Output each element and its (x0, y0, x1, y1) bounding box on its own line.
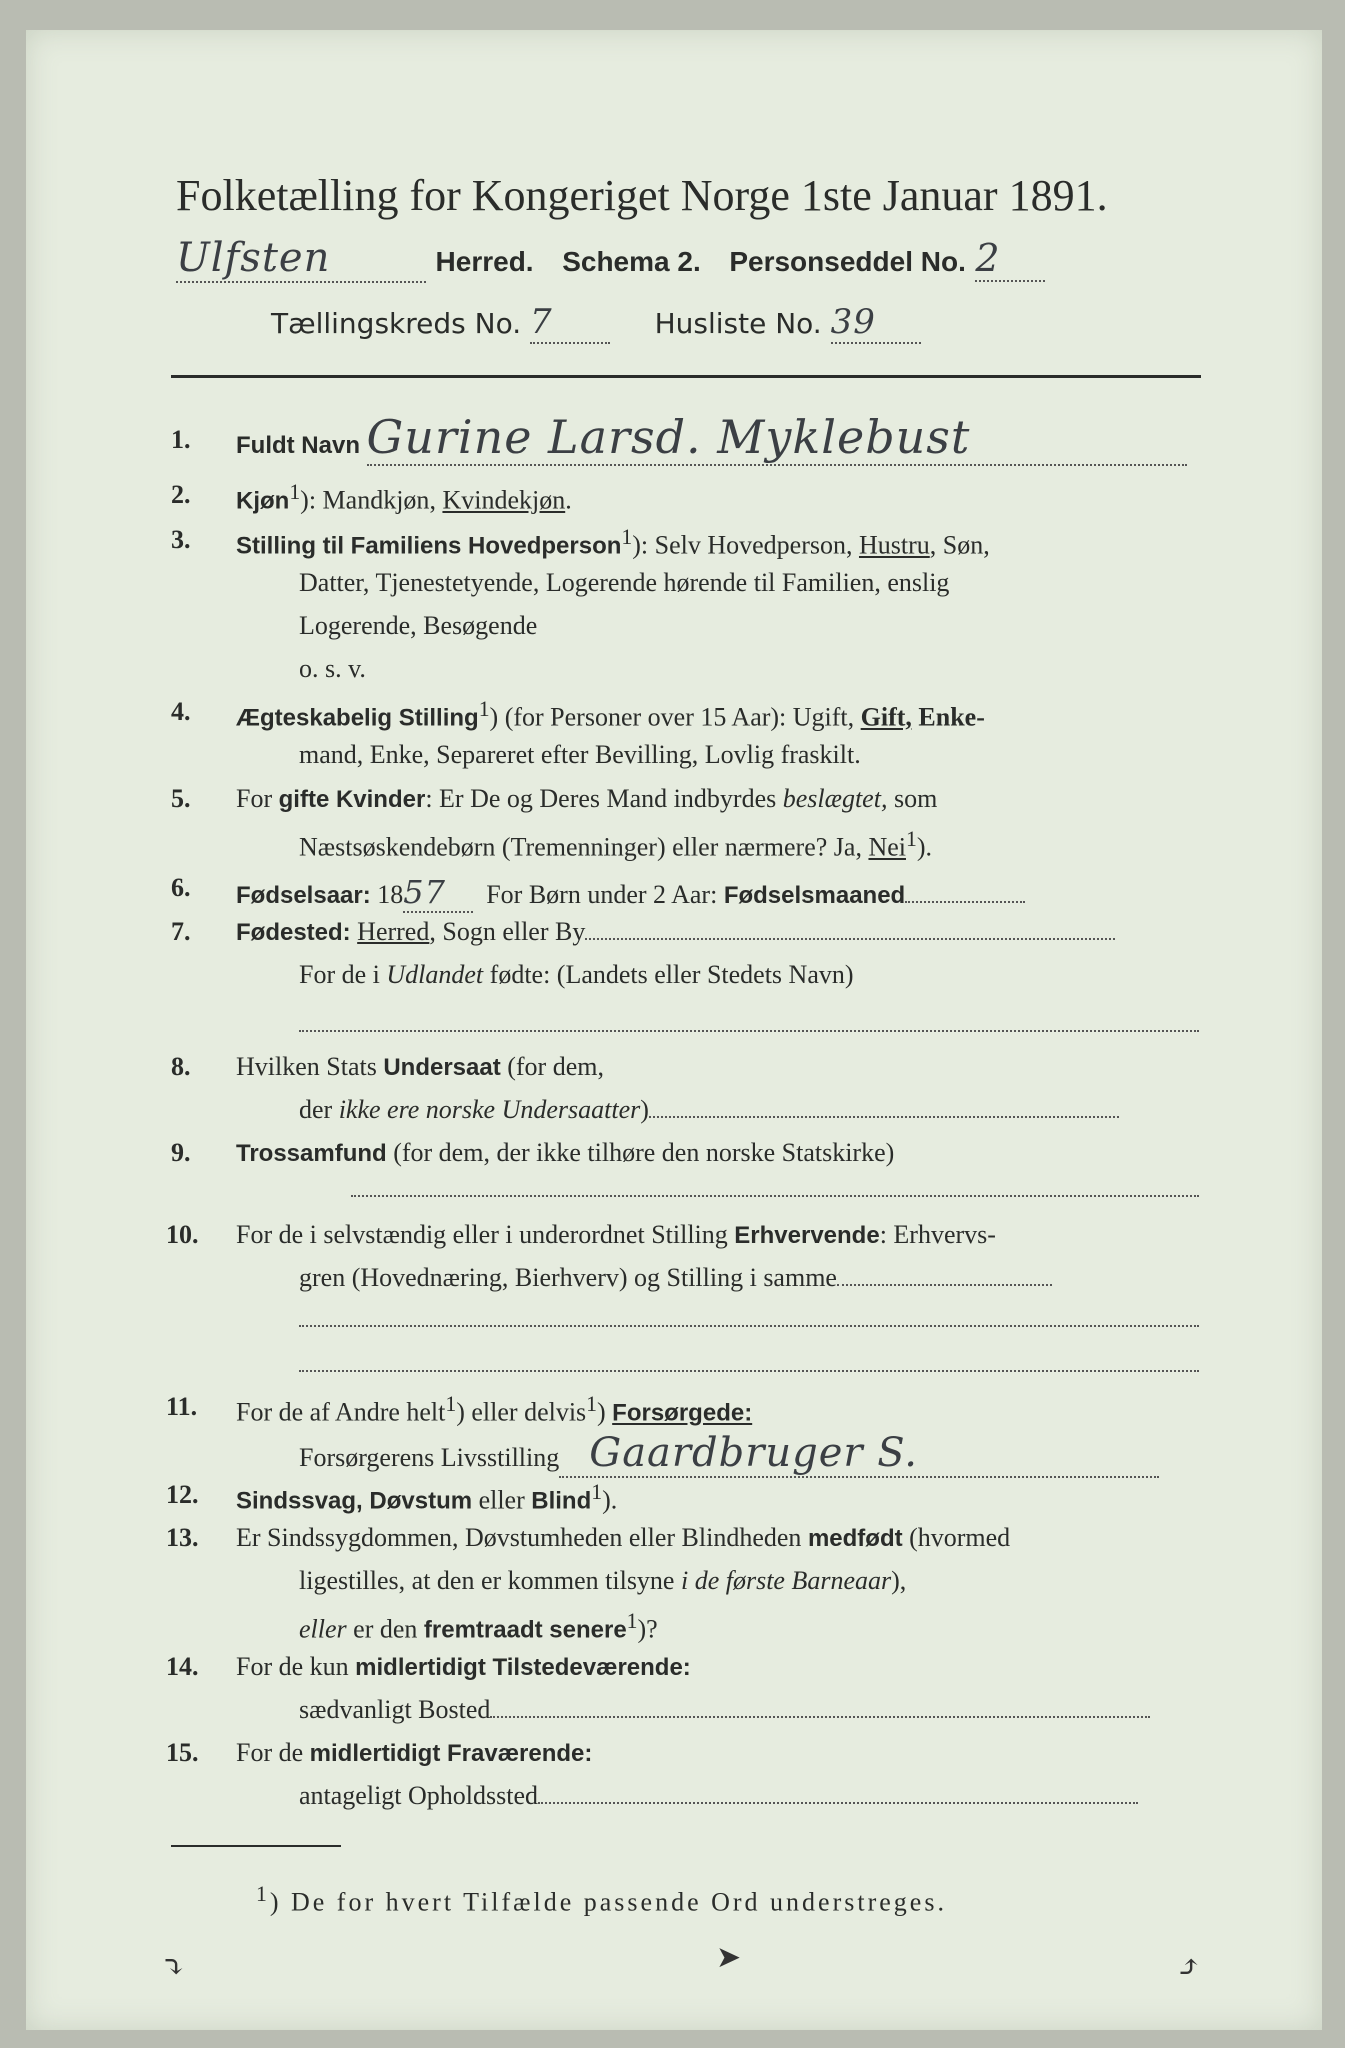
item-11-sup-b: 1 (586, 1392, 597, 1416)
item-10-line1 (236, 1220, 996, 1250)
item-5-number: 5. (171, 784, 191, 813)
item-9-label: Trossamfund (236, 1140, 387, 1167)
personseddel-no: 2 (975, 236, 1045, 282)
item-13-line3 (299, 1609, 658, 1645)
item-1-label: Fuldt Navn (236, 432, 360, 459)
item-1-full-name (236, 410, 1187, 466)
item-6-label2: Fødselsmaaned (723, 882, 906, 909)
item-8-number: 8. (171, 1052, 191, 1081)
item-2-mand: Mandkjøn (322, 485, 430, 515)
item-2-kvinde: Kvindekjøn (442, 485, 566, 515)
item-8-line2-it: ikke ere norske Undersaatter (338, 1095, 641, 1124)
item-8-line2 (299, 1095, 1119, 1125)
footnote-text: ) De for hvert Tilfælde passende Ord understreges. (269, 1887, 947, 1917)
item-12-sup: 1 (591, 1480, 603, 1504)
item-7-line2 (299, 960, 854, 990)
item-14-pre: For de kun (236, 1652, 356, 1681)
item-15-pre: For de (236, 1738, 310, 1767)
item-14-field (490, 1716, 1150, 1718)
item-2-sup: 1 (289, 480, 301, 504)
item-7-line2-a: For de i (299, 960, 387, 989)
item-13-line3-a: er den (346, 1614, 424, 1644)
item-13-line2-b: ), (891, 1566, 907, 1595)
item-12-end: ). (602, 1485, 618, 1515)
item-10-line2 (299, 1263, 1052, 1293)
item-4-text: ) (for Personer over 15 Aar): Ugift, (489, 702, 861, 732)
item-7-udlandet: Udlandet (386, 960, 484, 989)
item-5-sup: 1 (906, 827, 917, 851)
item-9-line1 (236, 1138, 894, 1168)
item-10-number: 10. (166, 1220, 199, 1249)
item-4-sup: 1 (478, 697, 490, 721)
item-5-text: : Er De og Deres Mand indbyrdes (425, 784, 783, 813)
item-1-number: 1. (171, 425, 191, 454)
herred-row (176, 235, 1045, 283)
item-2-gender (236, 480, 572, 516)
item-9-number: 9. (171, 1138, 191, 1167)
item-1-value: Gurine Larsd. Myklebust (367, 410, 1187, 466)
census-form-sheet (26, 30, 1322, 2030)
item-12-line1 (236, 1480, 617, 1516)
schema-label: Schema 2. (562, 246, 701, 277)
item-6-mid: For Børn under 2 Aar: (486, 880, 724, 909)
item-13-line1-b: (hvormed (902, 1523, 1011, 1552)
item-3-number: 3. (171, 525, 191, 554)
husliste-no: 39 (831, 302, 921, 344)
footnote-sup: 1 (256, 1882, 270, 1906)
kreds-row (271, 302, 921, 344)
item-7-number: 7. (171, 917, 191, 946)
item-4-line1 (236, 697, 985, 733)
item-6-number: 6. (171, 873, 191, 902)
item-4-enke: Enke- (911, 702, 985, 732)
kreds-label: Tællingskreds No. (271, 307, 522, 340)
item-3-sup: 1 (621, 525, 633, 549)
item-5-som: som (887, 784, 938, 813)
item-5-label: gifte Kvinder (278, 786, 426, 813)
item-14-label: midlertidigt Tilstedeværende: (355, 1654, 691, 1681)
item-10-pre: For de i selvstændig eller i underordnet Stilling (236, 1220, 735, 1249)
kreds-no: 7 (530, 302, 610, 344)
item-14-line2 (299, 1695, 1150, 1725)
item-15-number: 15. (166, 1738, 199, 1767)
item-3-line1 (236, 525, 990, 561)
herred-label: Herred. (435, 246, 534, 277)
item-3-hustru: Hustru (858, 530, 930, 560)
item-8-line2-a: der (299, 1095, 339, 1124)
item-8-label: Undersaat (383, 1054, 501, 1081)
registration-mark-center-icon: ➤ (716, 1940, 742, 1975)
item-10-label: Erhvervende (734, 1222, 880, 1249)
item-8-rest: (for dem, (500, 1052, 604, 1081)
item-5-line2-text: Næstsøskendebørn (Tremenninger) eller nærmere? Ja, (299, 832, 869, 862)
personseddel-label: Personseddel No. (729, 246, 966, 277)
item-4-line2: mand, Enke, Separeret efter Bevilling, Lovlig fraskilt. (299, 740, 861, 769)
item-9-blank-line (351, 1195, 1199, 1197)
herred-value: Ulfsten (176, 235, 426, 283)
item-15-field (538, 1802, 1138, 1804)
item-12-label: Sindssvag, Døvstum (236, 1487, 473, 1515)
item-10-rest: : Erhvervs- (879, 1220, 996, 1249)
item-7-field (585, 938, 1115, 940)
item-4-gift: Gift, (860, 702, 912, 732)
item-2-text: ): (300, 485, 323, 515)
item-6-birth-year (236, 873, 1025, 913)
item-3-text: ): Selv Hovedperson, (632, 530, 859, 560)
item-3-line4: o. s. v. (299, 654, 366, 683)
item-14-line1 (236, 1652, 691, 1682)
item-13-number: 13. (166, 1523, 199, 1552)
item-11-line1 (236, 1392, 752, 1428)
item-11-sup-a: 1 (445, 1392, 457, 1416)
item-13-line2 (299, 1566, 906, 1596)
item-11-label: Forsørgede: (612, 1399, 753, 1427)
item-12-label2: Blind (531, 1487, 592, 1515)
item-8-field (649, 1116, 1119, 1118)
item-13-line2-a: ligestilles, at den er kommen tilsyne (299, 1566, 681, 1595)
item-5-line2 (299, 827, 932, 863)
item-11-mid: ) eller delvis (456, 1397, 587, 1427)
item-5-end: ). (916, 832, 932, 862)
item-3-line2: Datter, Tjenestetyende, Logerende hørende til Familien, enslig (299, 568, 950, 597)
item-10-blank-line-2 (299, 1370, 1199, 1372)
item-3-end: , Søn, (929, 530, 990, 560)
registration-mark-right-icon: ⤴ (1176, 1950, 1202, 1985)
item-13-fremtraadt: fremtraadt senere (423, 1616, 627, 1644)
item-12-mid: eller (472, 1485, 532, 1515)
item-13-line3-b: )? (637, 1614, 658, 1644)
item-15-label: midlertidigt Fraværende: (309, 1740, 593, 1767)
item-8-line1 (236, 1052, 604, 1082)
husliste-label: Husliste No. (654, 307, 822, 340)
item-11-line2-label: Forsørgerens Livsstilling (299, 1443, 560, 1472)
item-9-rest: (for dem, der ikke tilhøre den norske Statskirke) (386, 1138, 895, 1167)
item-3-label: Stilling til Familiens Hovedperson (236, 532, 622, 560)
item-15-line2 (299, 1781, 1138, 1811)
item-7-line1 (236, 917, 1115, 947)
form-title: Folketælling for Kongeriget Norge 1ste Januar 1891. (176, 171, 1108, 220)
item-11-pre: For de af Andre helt (236, 1397, 446, 1427)
item-4-label: Ægteskabelig Stilling (236, 704, 479, 732)
item-11-mid2: ) (597, 1397, 613, 1427)
item-10-blank-line-1 (299, 1325, 1199, 1327)
item-6-year-prefix: 18 (377, 880, 404, 909)
item-13-sup: 1 (626, 1609, 638, 1633)
item-13-line2-it: i de første Barneaar (680, 1566, 892, 1595)
item-13-medfodt: medfødt (807, 1525, 903, 1552)
item-7-rest: , Sogn eller By (429, 917, 586, 946)
item-13-line1 (236, 1523, 1010, 1553)
item-8-line2-b: ) (640, 1095, 649, 1124)
item-7-herred: Herred (357, 917, 430, 946)
footnote-rule (171, 1845, 341, 1847)
item-2-number: 2. (171, 480, 191, 509)
item-11-value: Gaardbruger S. (559, 1430, 1159, 1478)
item-13-line1-a: Er Sindssygdommen, Døvstumheden eller Blindheden (236, 1523, 808, 1552)
item-5-line1 (236, 784, 937, 814)
item-7-blank-line (299, 1030, 1199, 1032)
item-2-sep: , (429, 485, 443, 515)
item-2-end: . (565, 485, 572, 515)
registration-mark-left-icon: ⤵ (161, 1950, 187, 1985)
item-5-nei: Nei (868, 832, 906, 862)
item-15-line2-label: antageligt Opholdssted (299, 1781, 539, 1810)
item-3-line3: Logerende, Besøgende (299, 611, 538, 640)
item-4-number: 4. (171, 697, 191, 726)
item-7-line2-b: fødte: (Landets eller Stedets Navn) (483, 960, 854, 989)
item-11-number: 11. (166, 1392, 198, 1421)
item-8-pre: Hvilken Stats (236, 1052, 384, 1081)
item-12-number: 12. (166, 1480, 199, 1509)
item-2-label: Kjøn (236, 487, 290, 515)
item-14-number: 14. (166, 1652, 199, 1681)
item-5-beslaegtet: beslægtet, (782, 784, 888, 813)
item-6-label: Fødselsaar: (236, 882, 371, 909)
item-5-pre: For (236, 784, 279, 813)
item-13-line3-it: eller (299, 1614, 347, 1644)
item-7-label: Fødested: (236, 919, 351, 946)
item-11-line2 (299, 1430, 1159, 1478)
item-6-month-field (905, 901, 1025, 903)
item-14-line2-label: sædvanligt Bosted (299, 1695, 491, 1724)
header-rule (171, 375, 1201, 378)
item-10-line2-text: gren (Hovednæring, Bierhverv) og Stilling i samme (299, 1263, 837, 1292)
footnote (256, 1882, 947, 1918)
item-15-line1 (236, 1738, 592, 1768)
item-6-year-value: 57 (403, 873, 473, 913)
item-10-field (837, 1284, 1052, 1286)
